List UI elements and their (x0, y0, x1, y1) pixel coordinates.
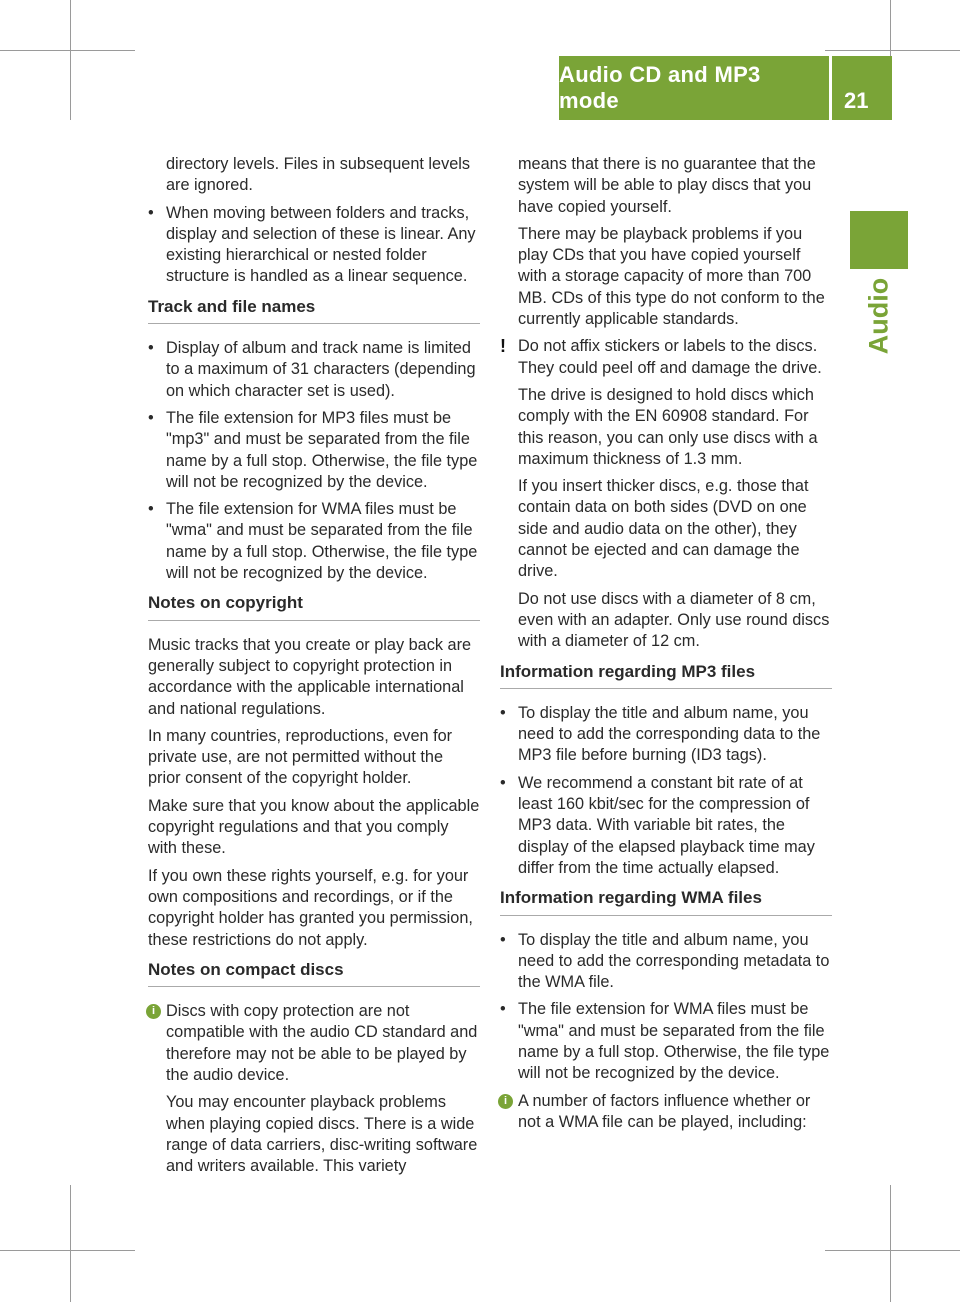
paragraph: Make sure that you know about the applicable copyright regulations and that you comply with these. (148, 796, 480, 858)
info-icon: i (498, 1094, 513, 1109)
paragraph: means that there is no guarantee that the system will be able to play discs that you have copied yourself. (518, 155, 816, 216)
section-heading-mp3: Information regarding MP3 files (500, 661, 832, 689)
list-item-text: Display of album and track name is limited to a maximum of 31 characters (depending on which character set is used). (166, 339, 476, 400)
left-column (148, 154, 480, 1183)
bullet-icon: • (500, 773, 506, 792)
crop-mark (0, 50, 135, 51)
note-text: A number of factors influence whether or not a WMA file can be played, including: (518, 1091, 811, 1131)
bullet-icon: • (500, 703, 506, 722)
section-heading-wma: Information regarding WMA files (500, 887, 832, 915)
section-heading-compact-discs: Notes on compact discs (148, 959, 480, 987)
list-item-text: We recommend a constant bit rate of at least 160 kbit/sec for the compression of MP3 data. With variable bit rates, the display of the elapsed playback time may differ from the time actually elapsed. (518, 773, 815, 877)
section-heading-track-names: Track and file names (148, 296, 480, 324)
header-title: Audio CD and MP3 mode (559, 62, 761, 113)
header-bar (559, 56, 829, 120)
section-tab-label (850, 266, 908, 366)
crop-mark (825, 50, 960, 51)
warning-note (500, 336, 832, 652)
list-item-text: To display the title and album name, you need to add the corresponding data to the MP3 file before burning (ID3 tags). (518, 703, 821, 765)
bullet-icon: • (500, 1000, 506, 1019)
crop-mark (70, 1185, 71, 1302)
warning-icon: ! (500, 336, 506, 357)
list-item (500, 773, 832, 879)
list-item (148, 408, 480, 493)
bullet-icon: • (148, 500, 154, 519)
list-item (148, 338, 480, 402)
crop-mark (825, 1250, 960, 1251)
note-text: You may encounter playback problems when playing copied discs. There is a wide range of data carriers, disc-writing software and writers available. This variety (166, 1093, 478, 1176)
info-note (500, 1091, 832, 1134)
bullet-icon: • (500, 930, 506, 949)
list-item-text: To display the title and album name, you need to add the corresponding metadata to the WMA file. (518, 930, 830, 992)
crop-mark (890, 1185, 891, 1302)
right-column (500, 154, 832, 1139)
list-item-text: The file extension for WMA files must be "wma" and must be separated from the file name by a full stop. Otherwise, the file type will not be recognized by the device. (518, 1000, 830, 1083)
list-item (500, 930, 832, 994)
paragraph: directory levels. Files in subsequent levels are ignored. (166, 155, 471, 195)
note-text: Discs with copy protection are not compatible with the audio CD standard and therefore may not be able to be played by the audio device. (166, 1002, 478, 1084)
note-text: Do not affix stickers or labels to the discs. They could peel off and damage the drive. (518, 337, 822, 377)
note-text: The drive is designed to hold discs which comply with the EN 60908 standard. For this reason, you can only use discs with a maximum thickness of 1.3 mm. (518, 385, 818, 468)
list-item (500, 703, 832, 767)
bullet-icon: • (148, 203, 154, 222)
paragraph: There may be playback problems if you play CDs that you have copied yourself with a storage capacity of more than 700 MB. CDs of this type do not conform to the currently applicable standards. (518, 224, 825, 329)
paragraph: Music tracks that you create or play back are generally subject to copyright protection in accordance with the applicable international and national regulations. (148, 635, 472, 718)
info-icon: i (146, 1004, 161, 1019)
bullet-icon: • (148, 339, 154, 358)
section-heading-copyright: Notes on copyright (148, 592, 480, 620)
info-note (148, 1001, 480, 1177)
section-tab-text: Audio (863, 277, 894, 355)
bullet-icon: • (148, 408, 154, 427)
crop-mark (0, 1250, 135, 1251)
note-text: If you insert thicker discs, e.g. those that contain data on both sides (DVD on one side and audio data on the other), they cannot be ejected and can damage the drive. (518, 477, 809, 581)
list-item (500, 999, 832, 1084)
page-number-box (832, 56, 892, 120)
note-text: Do not use discs with a diameter of 8 cm, even with an adapter. Only use round discs with a diameter of 12 cm. (518, 589, 830, 651)
list-item-text: The file extension for MP3 files must be "mp3" and must be separated from the file name by a full stop. Otherwise, the file type will not be recognized by the device. (166, 408, 478, 491)
list-item (148, 203, 480, 288)
section-tab-marker (850, 211, 908, 269)
list-item (148, 499, 480, 584)
paragraph: If you own these rights yourself, e.g. for your own compositions and recordings, or if the copyright holder has granted you permission, these restrictions do not apply. (148, 866, 473, 949)
list-item-text: When moving between folders and tracks, display and selection of these is linear. Any existing hierarchical or nested folder structure is handled as a linear sequence. (166, 203, 476, 286)
paragraph: In many countries, reproductions, even for private use, are not permitted without the prior consent of the copyright holder. (148, 726, 453, 788)
page-number: 21 (844, 88, 869, 113)
crop-mark (70, 0, 71, 120)
list-item-text: The file extension for WMA files must be "wma" and must be separated from the file name by a full stop. Otherwise, the file type will not be recognized by the device. (166, 500, 478, 583)
